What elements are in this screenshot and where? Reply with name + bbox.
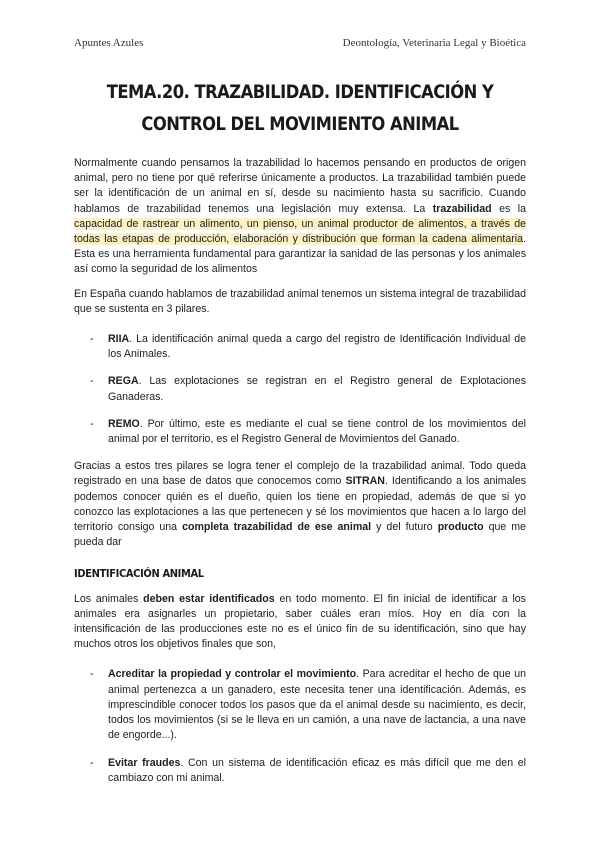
objectives-list bbox=[74, 667, 526, 785]
list-dash: - bbox=[90, 756, 94, 769]
text-run: . Las explotaciones se registran en el Registro general de Explotaciones Ganaderas. bbox=[108, 375, 526, 403]
paragraph-sitran bbox=[74, 459, 526, 550]
list-item-riia bbox=[74, 332, 526, 362]
bold-term: Evitar fraudes bbox=[108, 756, 181, 769]
text-run: . Esta es una herramienta fundamental para garantizar la sanidad de las personas y los animales así como la seguridad de los alimentos bbox=[74, 233, 526, 276]
page-header bbox=[74, 37, 526, 51]
bold-term: Acreditar la propiedad y controlar el movimiento bbox=[108, 668, 357, 681]
paragraph-identification bbox=[74, 592, 526, 653]
text-run: Normalmente cuando pensamos la trazabilidad lo hacemos pensando en productos de origen animal, pero no tiene por qué referirse únicamente a productos. La trazabilidad también puede ser la identificación de un animal en sí, desde su nacimiento hasta su sacrificio. Cuando hablamos de trazabilidad tenemos una legislación muy extensa. La bbox=[74, 157, 526, 215]
bold-term: producto bbox=[437, 521, 484, 534]
text-run: y del futuro bbox=[371, 521, 438, 534]
text-run: en todo momento. El fin inicial de identificar a los animales era asignarles un propietario, saber cuáles eran míos. Hoy en día con la intensificación de las producciones este no es el único fin de su identificación, sino que hay muchos otros los objetivos finales que son, bbox=[74, 592, 526, 651]
list-dash: - bbox=[90, 668, 94, 681]
pillars-list bbox=[74, 332, 526, 447]
list-item-remo bbox=[74, 417, 526, 447]
text-run: . Para acreditar el hecho de que un animal pertenezca a un ganadero, este necesita tener una identificación. Además, es imprescindible conocer todos los pasos que da el animal desde su nacimiento, es decir, todos los movimientos (si se le lleva en un camión, a una nave de lactancia, a una nave de engorde...). bbox=[108, 668, 526, 742]
bold-term: completa trazabilidad de ese animal bbox=[182, 521, 372, 534]
text-run: Los animales bbox=[74, 592, 144, 605]
section-heading: IDENTIFICACIÓN ANIMAL bbox=[74, 567, 204, 581]
document-body bbox=[74, 156, 526, 798]
text-run: que me pueda dar bbox=[74, 521, 527, 549]
bold-term: SITRAN bbox=[345, 475, 385, 488]
text-run: es la bbox=[491, 202, 526, 215]
highlighted-definition: capacidad de rastrear un alimento, un pienso, un animal productor de alimentos, a través de todas las etapas de producción, elaboración y distribución que forman la cadena alimentaria bbox=[74, 217, 526, 246]
list-item-rega bbox=[74, 374, 526, 404]
list-dash: - bbox=[90, 333, 94, 346]
list-item-ownership bbox=[74, 667, 526, 743]
text-run: . Por último, este es mediante el cual se tiene control de los movimientos del animal por el territorio, es el Registro General de Movimientos del Ganado. bbox=[108, 417, 526, 446]
paragraph-intro bbox=[74, 156, 526, 278]
bold-term: RIIA bbox=[108, 333, 130, 346]
list-item-fraud bbox=[74, 756, 526, 786]
bold-term: REMO bbox=[108, 417, 140, 430]
header-left: Apuntes Azules bbox=[74, 37, 144, 49]
paragraph-pillars-intro: En España cuando hablamos de trazabilidad animal tenemos un sistema integral de trazabilidad que se sustenta en 3 pilares. bbox=[74, 287, 526, 315]
text-run: Gracias a estos tres pilares se logra tener el complejo de la trazabilidad animal. Todo queda registrado en una base de datos que conocemos como bbox=[74, 460, 526, 488]
text-run: . Con un sistema de identificación eficaz es más difícil que me den el cambiazo con mi animal. bbox=[108, 756, 526, 784]
text-run: . Identificando a los animales podemos conocer quién es el dueño, quien los tiene en propiedad, además de que si yo conozco las explotaciones a las que pertenecen y sé los movimientos que hacen a lo largo del territorio consigo una bbox=[74, 475, 527, 534]
list-dash: - bbox=[90, 417, 94, 430]
page-title: TEMA.20. TRAZABILIDAD. IDENTIFICACIÓN Y CONTROL DEL MOVIMIENTO ANIMAL bbox=[106, 81, 494, 135]
bold-term: trazabilidad bbox=[432, 202, 492, 215]
bold-term: REGA bbox=[108, 375, 139, 388]
list-dash: - bbox=[90, 375, 94, 388]
text-run: . La identificación animal queda a cargo del registro de Identificación Individual de los Animales. bbox=[108, 333, 526, 361]
header-right: Deontología, Veterinaria Legal y Bioética bbox=[342, 37, 526, 49]
bold-term: deben estar identificados bbox=[143, 592, 275, 605]
